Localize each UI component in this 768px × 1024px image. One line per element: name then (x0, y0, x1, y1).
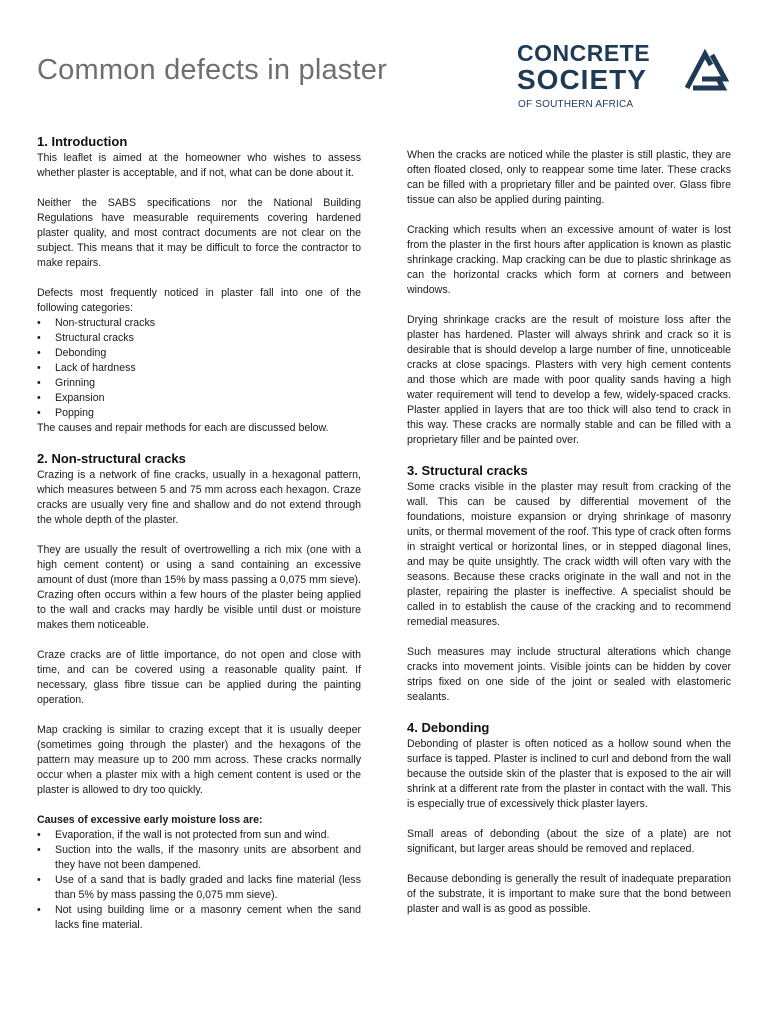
list-item: • Expansion (37, 391, 361, 406)
heading-debonding: 4. Debonding (407, 720, 490, 735)
list-item: • Lack of hardness (37, 361, 361, 376)
structural-paragraph-1: Some cracks visible in the plaster may result from cracking of the wall. This can be caused by differential movement of the foundations, moisture expansion or drying shrinkage of masonry units, or thermal movement of the roof. This type of crack often forms in straight vertical or horizontal lines, or in stepped diagonal lines, and may be quite unsightly. The crack width will often vary with the seasons. Because these cracks originate in the wall and not in the plaster, repairing the plaster is ineffective. A specialist should be called in to establish the cause of the cracking and to recommend remedial measures. (407, 481, 731, 628)
debonding-paragraph-3: Because debonding is generally the result of inadequate preparation of the substrate, it is important to make sure that the bond between plaster and wall is as good as possible. (407, 873, 731, 915)
debonding-paragraph-2: Small areas of debonding (about the size of a plate) are not significant, but larger areas should be removed and replaced. (407, 828, 731, 855)
nonstructural-paragraph-3: Craze cracks are of little importance, do not open and close with time, and can be covered using a reasonable quality paint. If necessary, glass fibre tissue can be applied during the painting operation. (37, 649, 361, 706)
defect-categories-list (37, 316, 361, 421)
concrete-society-logo (517, 40, 732, 116)
causes-list (37, 828, 361, 933)
logo-line-1: CONCRETE (517, 40, 651, 66)
intro-paragraph-2: Neither the SABS specifications nor the National Building Regulations have measurable requirements covering hardened plaster quality, and most contract documents are not clear on the subject. This means that it may be difficult to force the contractor to make repairs. (37, 197, 361, 269)
page-title: Common defects in plaster (37, 54, 387, 86)
list-item: • Grinning (37, 376, 361, 391)
left-column (37, 134, 361, 933)
list-item: • Debonding (37, 346, 361, 361)
list-item: • Suction into the walls, if the masonry units are absorbent and they have not been dampened. (37, 843, 361, 873)
list-item: • Not using building lime or a masonry cement when the sand lacks fine material. (37, 903, 361, 933)
nonstructural-paragraph-7: Drying shrinkage cracks are the result of moisture loss after the plaster has hardened. Plaster will always shrink and crack so it is desirable that is should develop a large number of fine, unnoticeable cracks at close spacings. Plasters with very high cement contents and those which are made with poor quality sands having a high water requirement will tend to develop a few, widely-spaced cracks. Plaster applied in layers that are too thick will also tend to crack in this way. These cracks are normally stable and can be filled with a proprietary filler and be painted over. (407, 314, 731, 446)
list-item: • Evaporation, if the wall is not protected from sun and wind. (37, 828, 361, 843)
nonstructural-paragraph-6: Cracking which results when an excessive amount of water is lost from the plaster in the first hours after application is known as plastic shrinkage cracking. Map cracking can be due to plastic shrinkage as can the horizontal cracks which form at corners and between windows. (407, 224, 731, 296)
logo-line-3: OF SOUTHERN AFRICA (518, 99, 634, 110)
list-item: • Non-structural cracks (37, 316, 361, 331)
heading-non-structural-cracks: 2. Non-structural cracks (37, 451, 186, 466)
logo-line-2: SOCIETY (517, 64, 647, 95)
nonstructural-paragraph-1: Crazing is a network of fine cracks, usually in a hexagonal pattern, which measures between 5 and 75 mm across each hexagon. Craze cracks are usually very fine and shallow and do not extend through the whole depth of the plaster. (37, 469, 361, 526)
intro-paragraph-3: Defects most frequently noticed in plaster fall into one of the following categories: (37, 287, 361, 314)
list-item: • Use of a sand that is badly graded and lacks fine material (less than 5% by mass passing the 0,075 mm sieve). (37, 873, 361, 903)
heading-structural-cracks: 3. Structural cracks (407, 463, 528, 478)
intro-paragraph-1: This leaflet is aimed at the homeowner who wishes to assess whether plaster is acceptable, and if not, what can be done about it. (37, 152, 361, 179)
nonstructural-paragraph-4: Map cracking is similar to crazing except that it is usually deeper (sometimes going through the plaster) and the hexagons of the pattern may measure up to 200 mm across. These cracks normally occur when a plaster mix with a high cement content is used or the plaster is allowed to dry too quickly. (37, 724, 361, 796)
intro-paragraph-4: The causes and repair methods for each are discussed below. (37, 422, 329, 434)
debonding-paragraph-1: Debonding of plaster is often noticed as a hollow sound when the surface is tapped. Plaster is inclined to curl and debond from the wall because the outside skin of the plaster that is exposed to the air will shrink at a different rate from the plaster in contact with the wall. This is especially true of excessively thick plaster layers. (407, 738, 731, 810)
nonstructural-paragraph-5: When the cracks are noticed while the plaster is still plastic, they are often floated closed, only to reappear some time later. These cracks can be filled with a proprietary filler and be painted over. Glass fibre tissue can also be applied during painting. (407, 149, 731, 206)
causes-heading: Causes of excessive early moisture loss are: (37, 814, 263, 826)
right-column (407, 148, 731, 917)
list-item: • Structural cracks (37, 331, 361, 346)
list-item: • Popping (37, 406, 361, 421)
heading-introduction: 1. Introduction (37, 134, 128, 149)
nonstructural-paragraph-2: They are usually the result of overtrowelling a rich mix (one with a high cement content) or using a sand containing an excessive amount of dust (more than 15% by mass passing a 0,075 mm sieve). Crazing often occurs within a few hours of the plaster being applied to the wall and cracks may hardly be visible until dust or moisture makes them noticeable. (37, 544, 361, 631)
structural-paragraph-2: Such measures may include structural alterations which change cracks into movement joints. Visible joints can be hidden by cover strips fixed on one side of the joint or sealed with elastomeric sealants. (407, 646, 731, 703)
logo-triangle-icon (679, 44, 731, 96)
